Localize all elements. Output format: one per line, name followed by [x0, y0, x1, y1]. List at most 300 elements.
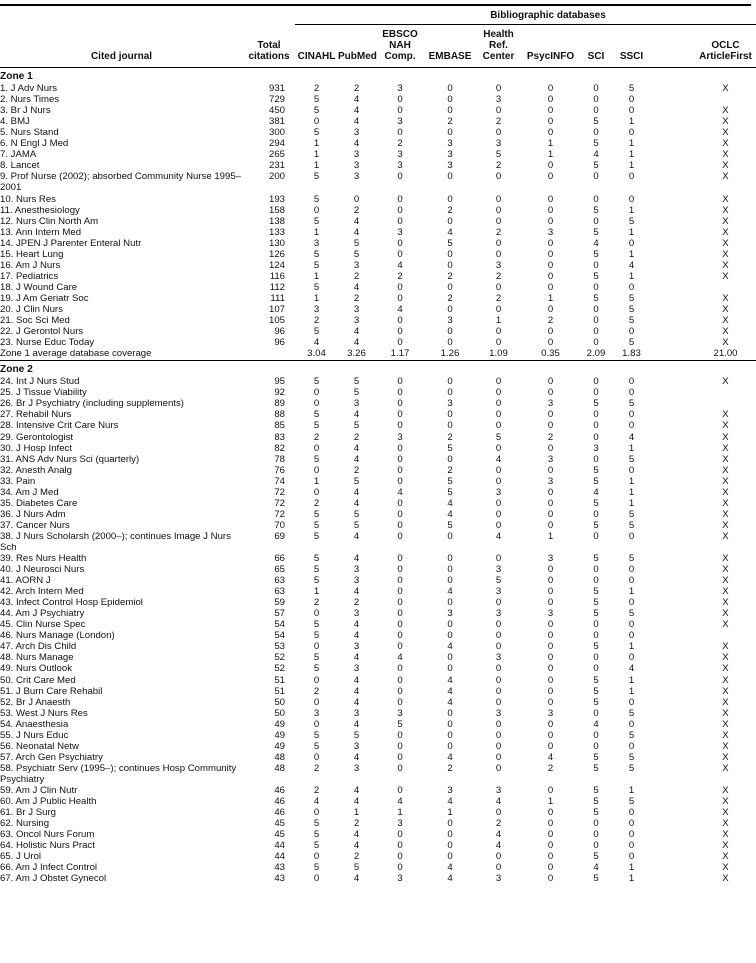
coverage-cell: 0 [628, 237, 635, 249]
coverage-cell: 2 [313, 431, 320, 443]
coverage-cell: 0 [397, 215, 403, 227]
coverage-cell: 0 [547, 303, 554, 315]
journal-cell: 50. Crit Care Med [0, 674, 76, 686]
coverage-cell: 0 [447, 663, 453, 675]
coverage-cell: 3 [353, 398, 360, 410]
total-cell: 130 [268, 237, 285, 249]
coverage-cell: 1 [313, 138, 320, 150]
oclc-cell: X [722, 862, 729, 874]
coverage-cell: 5 [313, 453, 320, 465]
total-cell: 44 [274, 840, 285, 852]
journal-cell: 15. Heart Lung [0, 248, 64, 260]
coverage-cell: 5 [628, 337, 635, 349]
coverage-cell: 4 [353, 829, 360, 841]
coverage-cell: 3 [495, 138, 502, 150]
journal-cell: 5. Nurs Stand [0, 127, 59, 139]
total-cell: 69 [274, 530, 285, 542]
table-row [0, 785, 756, 796]
coverage-cell: 5 [313, 326, 320, 338]
journal-cell: 46. Nurs Manage (London) [0, 630, 115, 642]
coverage-cell: 0 [547, 696, 554, 708]
total-cell: 124 [268, 259, 285, 271]
coverage-cell: 5 [447, 519, 453, 531]
coverage-cell: 1 [547, 292, 554, 304]
coverage-cell: 4 [353, 619, 360, 631]
coverage-cell: 2 [495, 270, 502, 282]
coverage-cell: 0 [547, 829, 554, 841]
total-cell: 294 [268, 138, 285, 150]
coverage-cell: 0 [547, 171, 554, 183]
oclc-cell: X [722, 608, 729, 620]
oclc-cell: X [722, 508, 729, 520]
coverage-cell: 1 [313, 226, 320, 238]
coverage-cell: 3 [397, 873, 403, 885]
coverage-cell: 0 [397, 519, 403, 531]
coverage-cell: 0 [628, 94, 635, 106]
coverage-cell: 5 [447, 442, 453, 454]
coverage-cell: 4 [353, 94, 360, 106]
coverage-cell: 0 [397, 663, 403, 675]
coverage-cell: 0 [547, 326, 554, 338]
coverage-cell: 0 [447, 193, 453, 205]
coverage-cell: 3 [353, 707, 360, 719]
coverage-cell: 5 [593, 475, 599, 487]
coverage-cell: 4 [313, 796, 320, 808]
coverage-cell: 0 [447, 729, 453, 741]
oclc-cell: X [722, 564, 729, 576]
coverage-cell: 0 [313, 807, 320, 819]
oclc-cell: X [722, 292, 729, 304]
coverage-cell: 2 [313, 785, 320, 796]
coverage-cell: 5 [628, 796, 635, 808]
coverage-cell: 3 [495, 259, 502, 271]
coverage-cell: 5 [313, 281, 320, 293]
coverage-cell: 0 [447, 326, 453, 338]
coverage-cell: 2 [353, 851, 360, 863]
coverage-cell: 0 [628, 575, 635, 587]
coverage-cell: 0 [628, 818, 635, 830]
total-cell: 51 [274, 685, 285, 697]
oclc-cell: X [722, 237, 729, 249]
total-cell: 72 [274, 486, 285, 498]
coverage-cell: 0 [593, 105, 599, 117]
oclc-cell: X [722, 259, 729, 271]
oclc-cell: X [722, 575, 729, 587]
coverage-cell: 5 [593, 807, 599, 819]
coverage-cell: 0 [447, 248, 453, 260]
coverage-cell: 3 [547, 707, 554, 719]
coverage-cell: 4 [353, 326, 360, 338]
coverage-cell: 1 [547, 138, 554, 150]
coverage-cell: 0 [628, 105, 635, 117]
journal-cell: 47. Arch Dis Child [0, 641, 77, 653]
coverage-cell: 4 [447, 696, 453, 708]
coverage-cell: 3 [353, 315, 360, 327]
table-row [0, 840, 756, 851]
coverage-cell: 5 [313, 171, 320, 183]
coverage-cell: 3 [353, 740, 360, 752]
table-row [0, 420, 756, 431]
table-row [0, 763, 756, 785]
oclc-cell: X [722, 851, 729, 863]
coverage-cell: 0 [397, 315, 403, 327]
coverage-cell: 4 [397, 796, 403, 808]
oclc-cell: X [722, 641, 729, 653]
coverage-cell: 0 [397, 420, 403, 432]
coverage-cell: 5 [593, 204, 599, 216]
total-cell: 63 [274, 586, 285, 598]
coverage-cell: 0 [628, 409, 635, 421]
coverage-cell: 5 [353, 729, 360, 741]
col-ebsco: EBSCO NAH Comp. [375, 25, 425, 68]
coverage-cell: 0 [447, 851, 453, 863]
coverage-cell: 4 [495, 829, 502, 841]
coverage-cell: 5 [593, 851, 599, 863]
col-sci: SCI [579, 25, 613, 68]
coverage-cell: 5 [313, 630, 320, 642]
coverage-cell: 0 [313, 873, 320, 885]
coverage-cell: 4 [593, 862, 599, 874]
total-cell: 72 [274, 497, 285, 509]
oclc-cell: X [722, 453, 729, 465]
coverage-cell: 4 [353, 796, 360, 808]
coverage-cell: 0 [495, 597, 502, 609]
oclc-cell: X [722, 315, 729, 327]
coverage-cell: 1 [628, 138, 635, 150]
coverage-cell: 0 [495, 729, 502, 741]
coverage-cell: 0 [447, 530, 453, 542]
coverage-cell: 0 [593, 387, 599, 399]
table-row [0, 454, 756, 465]
coverage-cell: 0 [547, 652, 554, 664]
coverage-cell: 0 [593, 663, 599, 675]
oclc-cell: X [722, 762, 729, 774]
oclc-cell: X [722, 751, 729, 763]
total-cell: 54 [274, 619, 285, 631]
coverage-cell: 0 [313, 751, 320, 763]
coverage-cell: 5 [628, 707, 635, 719]
journal-cell: 48. Nurs Manage [0, 652, 74, 664]
coverage-cell: 0 [547, 215, 554, 227]
table-row [0, 641, 756, 652]
coverage-cell: 1 [628, 785, 635, 796]
table-row [0, 282, 756, 293]
oclc-cell: X [722, 740, 729, 752]
table-row [0, 443, 756, 454]
coverage-cell: 0 [547, 116, 554, 128]
coverage-cell: 5 [313, 127, 320, 139]
coverage-cell: 5 [313, 652, 320, 664]
table-row [0, 663, 756, 674]
oclc-cell: X [722, 663, 729, 675]
coverage-cell: 4 [353, 696, 360, 708]
coverage-cell: 0 [313, 486, 320, 498]
coverage-cell: 4 [447, 751, 453, 763]
coverage-cell: 5 [313, 215, 320, 227]
coverage-cell: 2 [547, 315, 554, 327]
journal-cell: 31. ANS Adv Nurs Sci (quarterly) [0, 453, 140, 465]
coverage-cell: 2 [353, 270, 360, 282]
total-cell: 46 [274, 807, 285, 819]
coverage-cell: 2 [447, 270, 453, 282]
coverage-cell: 3 [447, 149, 453, 161]
oclc-cell: X [722, 685, 729, 697]
coverage-cell: 0 [628, 564, 635, 576]
coverage-cell: 0 [447, 553, 453, 565]
oclc-cell: X [722, 553, 729, 565]
table-row [0, 171, 756, 193]
average-cell: 3.26 [338, 348, 375, 361]
table-row [0, 730, 756, 741]
coverage-cell: 0 [495, 464, 502, 476]
coverage-cell: 4 [628, 431, 635, 443]
coverage-cell: 4 [353, 840, 360, 852]
table-row [0, 138, 756, 149]
coverage-cell: 0 [547, 376, 554, 388]
journal-cell: 62. Nursing [0, 818, 50, 830]
coverage-cell: 0 [593, 281, 599, 293]
coverage-cell: 0 [447, 171, 453, 183]
coverage-cell: 4 [447, 674, 453, 686]
coverage-cell: 2 [353, 204, 360, 216]
coverage-cell: 2 [447, 431, 453, 443]
coverage-cell: 1 [495, 315, 502, 327]
coverage-cell: 3 [353, 608, 360, 620]
coverage-cell: 1 [628, 497, 635, 509]
coverage-cell: 4 [593, 486, 599, 498]
coverage-cell: 0 [447, 127, 453, 139]
coverage-cell: 5 [628, 519, 635, 531]
coverage-cell: 4 [353, 497, 360, 509]
oclc-cell: X [722, 193, 729, 205]
journal-cell: 40. J Neurosci Nurs [0, 564, 85, 576]
coverage-cell: 0 [547, 851, 554, 863]
oclc-cell: X [722, 337, 729, 349]
coverage-cell: 2 [313, 597, 320, 609]
journal-cell: 51. J Burn Care Rehabil [0, 685, 103, 697]
coverage-cell: 5 [313, 409, 320, 421]
col-embase: EMBASE [425, 25, 475, 68]
coverage-cell: 1 [628, 641, 635, 653]
coverage-cell: 0 [397, 171, 403, 183]
journal-cell: 19. J Am Geriatr Soc [0, 292, 89, 304]
total-cell: 49 [274, 718, 285, 730]
coverage-cell: 1 [628, 160, 635, 172]
journal-cell: 67. Am J Obstet Gynecol [0, 873, 107, 885]
coverage-cell: 0 [593, 530, 599, 542]
coverage-cell: 0 [547, 259, 554, 271]
coverage-cell: 4 [353, 652, 360, 664]
coverage-cell: 0 [593, 94, 599, 106]
coverage-cell: 1 [313, 160, 320, 172]
citation-table [0, 6, 756, 884]
oclc-cell: X [722, 840, 729, 852]
coverage-cell: 0 [547, 619, 554, 631]
table-row [0, 326, 756, 337]
coverage-cell: 2 [313, 83, 320, 95]
coverage-cell: 1 [313, 270, 320, 282]
coverage-cell: 0 [397, 829, 403, 841]
journal-cell: 30. J Hosp Infect [0, 442, 72, 454]
journal-cell: 3. Br J Nurs [0, 105, 51, 117]
coverage-cell: 0 [397, 840, 403, 852]
journal-cell: 37. Cancer Nurs [0, 519, 70, 531]
coverage-cell: 5 [353, 420, 360, 432]
coverage-cell: 4 [353, 226, 360, 238]
journal-cell: 59. Am J Clin Nutr [0, 785, 78, 796]
coverage-cell: 0 [495, 398, 502, 410]
table-row [0, 465, 756, 476]
table-row [0, 818, 756, 829]
coverage-cell: 5 [353, 376, 360, 388]
coverage-cell: 0 [495, 663, 502, 675]
total-cell: 46 [274, 785, 285, 796]
col-cinahl: CINAHL [295, 25, 338, 68]
total-cell: 111 [270, 292, 285, 304]
coverage-cell: 0 [447, 281, 453, 293]
coverage-cell: 4 [353, 105, 360, 117]
coverage-cell: 3 [353, 259, 360, 271]
journal-cell: 66. Am J Infect Control [0, 862, 98, 874]
total-cell: 116 [269, 270, 285, 282]
coverage-cell: 0 [447, 420, 453, 432]
coverage-cell: 1 [628, 674, 635, 686]
coverage-cell: 0 [397, 785, 403, 796]
total-cell: 49 [274, 729, 285, 741]
total-cell: 381 [268, 116, 285, 128]
total-cell: 89 [274, 398, 285, 410]
coverage-cell: 0 [397, 127, 403, 139]
total-cell: 46 [274, 796, 285, 808]
coverage-cell: 0 [495, 326, 502, 338]
journal-cell: 41. AORN J [0, 575, 51, 587]
coverage-cell: 1 [628, 486, 635, 498]
coverage-cell: 0 [628, 171, 635, 183]
table-row [0, 531, 756, 553]
coverage-cell: 0 [593, 376, 599, 388]
coverage-cell: 0 [397, 387, 403, 399]
coverage-cell: 0 [593, 453, 599, 465]
coverage-cell: 0 [593, 326, 599, 338]
zone-2-title: Zone 2 [0, 364, 33, 376]
coverage-cell: 4 [447, 226, 453, 238]
table-row [0, 807, 756, 818]
table-row [0, 127, 756, 138]
coverage-cell: 5 [593, 785, 599, 796]
coverage-cell: 0 [547, 519, 554, 531]
coverage-cell: 2 [495, 818, 502, 830]
coverage-cell: 0 [495, 740, 502, 752]
table-row [0, 586, 756, 597]
coverage-cell: 4 [447, 873, 453, 885]
coverage-cell: 4 [397, 486, 403, 498]
coverage-cell: 0 [447, 215, 453, 227]
coverage-cell: 0 [593, 840, 599, 852]
coverage-cell: 1 [547, 149, 554, 161]
coverage-cell: 4 [447, 862, 453, 874]
oclc-cell: X [722, 475, 729, 487]
coverage-cell: 0 [547, 281, 554, 293]
journal-cell: 56. Neonatal Netw [0, 740, 79, 752]
coverage-cell: 4 [353, 674, 360, 686]
coverage-cell: 0 [397, 337, 403, 349]
coverage-cell: 0 [313, 204, 320, 216]
coverage-cell: 3 [447, 398, 453, 410]
oclc-cell [650, 94, 756, 105]
coverage-cell: 3 [547, 475, 554, 487]
coverage-cell: 0 [547, 873, 554, 885]
total-cell: 85 [274, 420, 285, 432]
table-row [0, 304, 756, 315]
oclc-cell: X [722, 497, 729, 509]
total-cell: 83 [274, 431, 285, 443]
coverage-cell: 0 [593, 575, 599, 587]
total-cell: 45 [274, 829, 285, 841]
coverage-cell: 0 [547, 83, 554, 95]
coverage-cell: 0 [547, 740, 554, 752]
total-cell: 50 [274, 707, 285, 719]
coverage-cell: 4 [353, 138, 360, 150]
coverage-cell: 0 [447, 453, 453, 465]
oclc-cell: X [722, 519, 729, 531]
coverage-cell: 0 [547, 685, 554, 697]
coverage-cell: 5 [593, 873, 599, 885]
total-cell: 70 [274, 519, 285, 531]
coverage-cell: 4 [353, 751, 360, 763]
coverage-cell: 5 [313, 619, 320, 631]
coverage-cell: 0 [628, 326, 635, 338]
table-body [0, 68, 756, 885]
journal-cell: 32. Anesth Analg [0, 464, 73, 476]
average-cell: 1.17 [375, 348, 425, 361]
table-header [0, 6, 756, 68]
coverage-cell: 5 [628, 508, 635, 520]
coverage-cell: 5 [313, 105, 320, 117]
coverage-cell: 5 [313, 829, 320, 841]
coverage-cell: 1 [313, 586, 320, 598]
total-cell: 57 [274, 608, 285, 620]
journal-cell: 11. Anesthesiology [0, 204, 80, 216]
oclc-cell [650, 282, 756, 293]
journal-cell: 57. Arch Gen Psychiatry [0, 751, 103, 763]
coverage-cell: 0 [547, 729, 554, 741]
coverage-cell: 0 [547, 193, 554, 205]
coverage-cell: 2 [447, 762, 453, 774]
total-cell: 48 [274, 751, 285, 763]
coverage-cell: 2 [397, 138, 403, 150]
total-cell: 76 [274, 464, 285, 476]
coverage-cell: 0 [397, 862, 403, 874]
coverage-cell: 1 [628, 204, 635, 216]
coverage-cell: 2 [495, 226, 502, 238]
coverage-cell: 3 [547, 453, 554, 465]
coverage-cell: 0 [628, 718, 635, 730]
table-row [0, 597, 756, 608]
coverage-cell: 1 [628, 475, 635, 487]
journal-cell: 58. Psychiatr Serv (1995–); continues Hosp Community Psychiatry [0, 762, 237, 785]
total-cell: 53 [274, 641, 285, 653]
coverage-cell: 3 [495, 652, 502, 664]
coverage-cell: 5 [313, 420, 320, 432]
coverage-cell: 4 [353, 586, 360, 598]
coverage-cell: 1 [628, 586, 635, 598]
oclc-cell: X [722, 785, 729, 796]
coverage-cell: 5 [593, 762, 599, 774]
coverage-cell: 0 [313, 116, 320, 128]
table-row [0, 498, 756, 509]
coverage-cell: 0 [593, 259, 599, 271]
oclc-cell: X [722, 226, 729, 238]
